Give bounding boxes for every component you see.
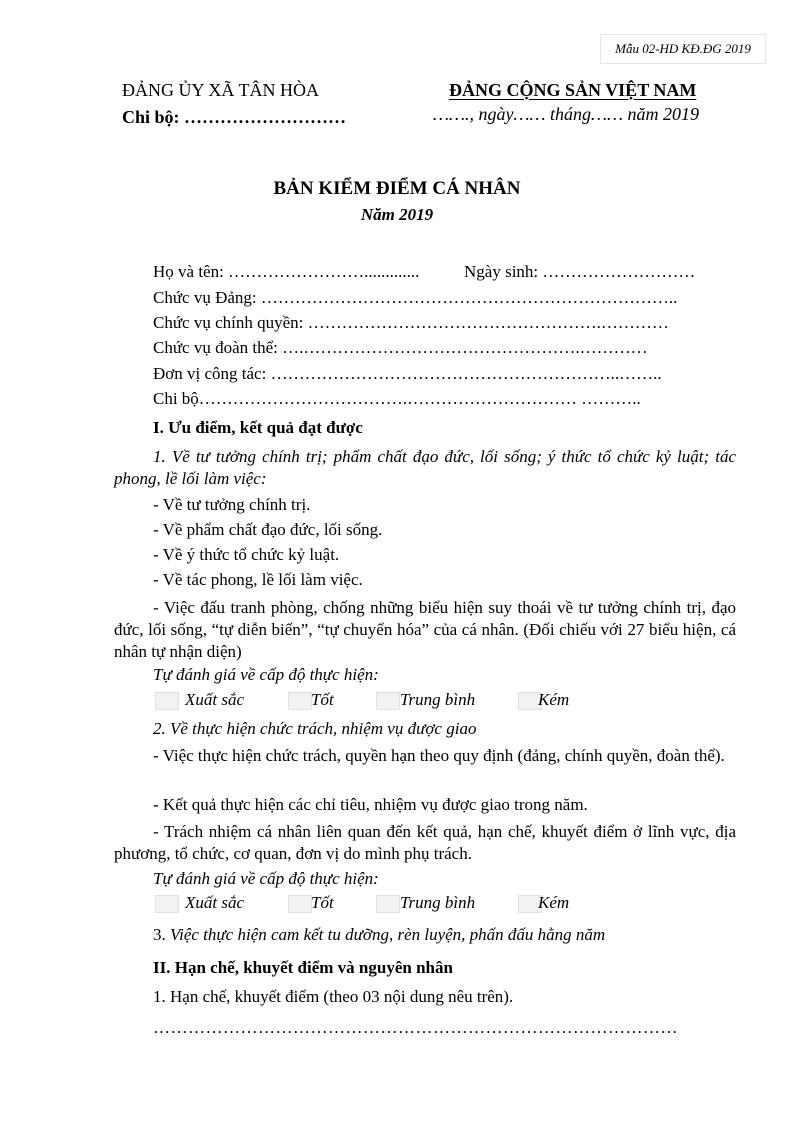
page-subtitle: Năm 2019 bbox=[360, 205, 434, 224]
rating-label: Trung bình bbox=[400, 690, 476, 709]
list-item: - Trách nhiệm cá nhân liên quan đến kết quả, hạn chế, khuyết điểm ở lĩnh vực, địa phương, tổ chức, cơ quan, đơn vị do mình phụ trách. bbox=[114, 822, 736, 863]
date-line: ……., ngày…… tháng…… năm 2019 bbox=[433, 104, 700, 124]
gov-position-field: Chức vụ chính quyền: …………………………………………….………… bbox=[153, 313, 669, 332]
section-1-2-title: 2. Về thực hiện chức trách, nhiệm vụ được giao bbox=[153, 719, 477, 738]
dob-field: Ngày sinh: ……………………… bbox=[464, 262, 696, 281]
page-title: BẢN KIỂM ĐIỂM CÁ NHÂN bbox=[273, 178, 521, 199]
rating-checkbox-excellent[interactable] bbox=[155, 692, 179, 710]
self-assess-label: Tự đánh giá về cấp độ thực hiện: bbox=[153, 869, 379, 888]
section-1-3-number: 3. bbox=[153, 925, 166, 944]
org-name: ĐẢNG ỦY XÃ TÂN HÒA bbox=[122, 80, 319, 100]
rating-checkbox-average[interactable] bbox=[376, 692, 400, 710]
list-item: - Về tác phong, lề lối làm việc. bbox=[153, 570, 363, 589]
rating-label: Xuất sắc bbox=[185, 893, 245, 912]
section-1-3-title bbox=[153, 925, 605, 945]
section-2-heading: II. Hạn chế, khuyết điểm và nguyên nhân bbox=[153, 958, 453, 977]
rating-label: Kém bbox=[538, 893, 570, 912]
self-assess-label: Tự đánh giá về cấp độ thực hiện: bbox=[153, 665, 379, 684]
list-item: - Về ý thức tổ chức kỷ luật. bbox=[153, 545, 340, 564]
party-name: ĐẢNG CỘNG SẢN VIỆT NAM bbox=[449, 80, 697, 100]
form-code-label: Mẫu 02-HD KĐ.ĐG 2019 bbox=[600, 34, 766, 64]
union-position-field: Chức vụ đoàn thể: ….………………………………………….………… bbox=[153, 338, 648, 357]
name-field: Họ và tên: ……………………............. bbox=[153, 262, 420, 281]
list-item: - Về tư tưởng chính trị. bbox=[153, 495, 311, 514]
rating-label: Tốt bbox=[311, 893, 334, 912]
rating-label: Kém bbox=[538, 690, 570, 709]
list-item: - Về phẩm chất đạo đức, lối sống. bbox=[153, 520, 383, 539]
party-branch-field: Chi bộ……………………………….………………………… ……….. bbox=[153, 389, 641, 408]
fill-in-dots: ……………………………………………………………………………… bbox=[153, 1018, 678, 1037]
rating-label: Tốt bbox=[311, 690, 334, 709]
list-item: - Việc thực hiện chức trách, quyền hạn theo quy định (đảng, chính quyền, đoàn thể). bbox=[153, 746, 725, 765]
section-2-1-title: 1. Hạn chế, khuyết điểm (theo 03 nội dung nêu trên). bbox=[153, 987, 514, 1006]
rating-checkbox-excellent[interactable] bbox=[155, 895, 179, 913]
rating-checkbox-average[interactable] bbox=[376, 895, 400, 913]
list-item: - Việc đấu tranh phòng, chống những biểu hiện suy thoái về tư tưởng chính trị, đạo đức, lối sống, “tự diễn biến”, “tự chuyển hóa” của cá nhân. (Đối chiếu với 27 biểu hiện, cá nhân tự nhận diện) bbox=[114, 598, 736, 661]
section-1-3-text: Việc thực hiện cam kết tu dưỡng, rèn luyện, phấn đấu hằng năm bbox=[170, 925, 606, 944]
rating-group-1 bbox=[153, 690, 593, 712]
rating-checkbox-good[interactable] bbox=[288, 895, 312, 913]
branch-line: Chi bộ: ……………………… bbox=[122, 107, 347, 127]
section-1-1-title: 1. Về tư tưởng chính trị; phẩm chất đạo đức, lối sống; ý thức tổ chức kỷ luật; tác phong, lề lối làm việc: bbox=[114, 447, 736, 488]
rating-label: Xuất sắc bbox=[185, 690, 245, 709]
rating-label: Trung bình bbox=[400, 893, 476, 912]
list-item: - Kết quả thực hiện các chỉ tiêu, nhiệm vụ được giao trong năm. bbox=[153, 795, 588, 814]
party-position-field: Chức vụ Đảng: ……………………………………………………………….. bbox=[153, 288, 678, 307]
rating-checkbox-good[interactable] bbox=[288, 692, 312, 710]
rating-group-2 bbox=[153, 893, 593, 915]
work-unit-field: Đơn vị công tác: ……………………………………………………..…….. bbox=[153, 364, 662, 383]
section-1-heading: I. Ưu điểm, kết quả đạt được bbox=[153, 418, 363, 437]
